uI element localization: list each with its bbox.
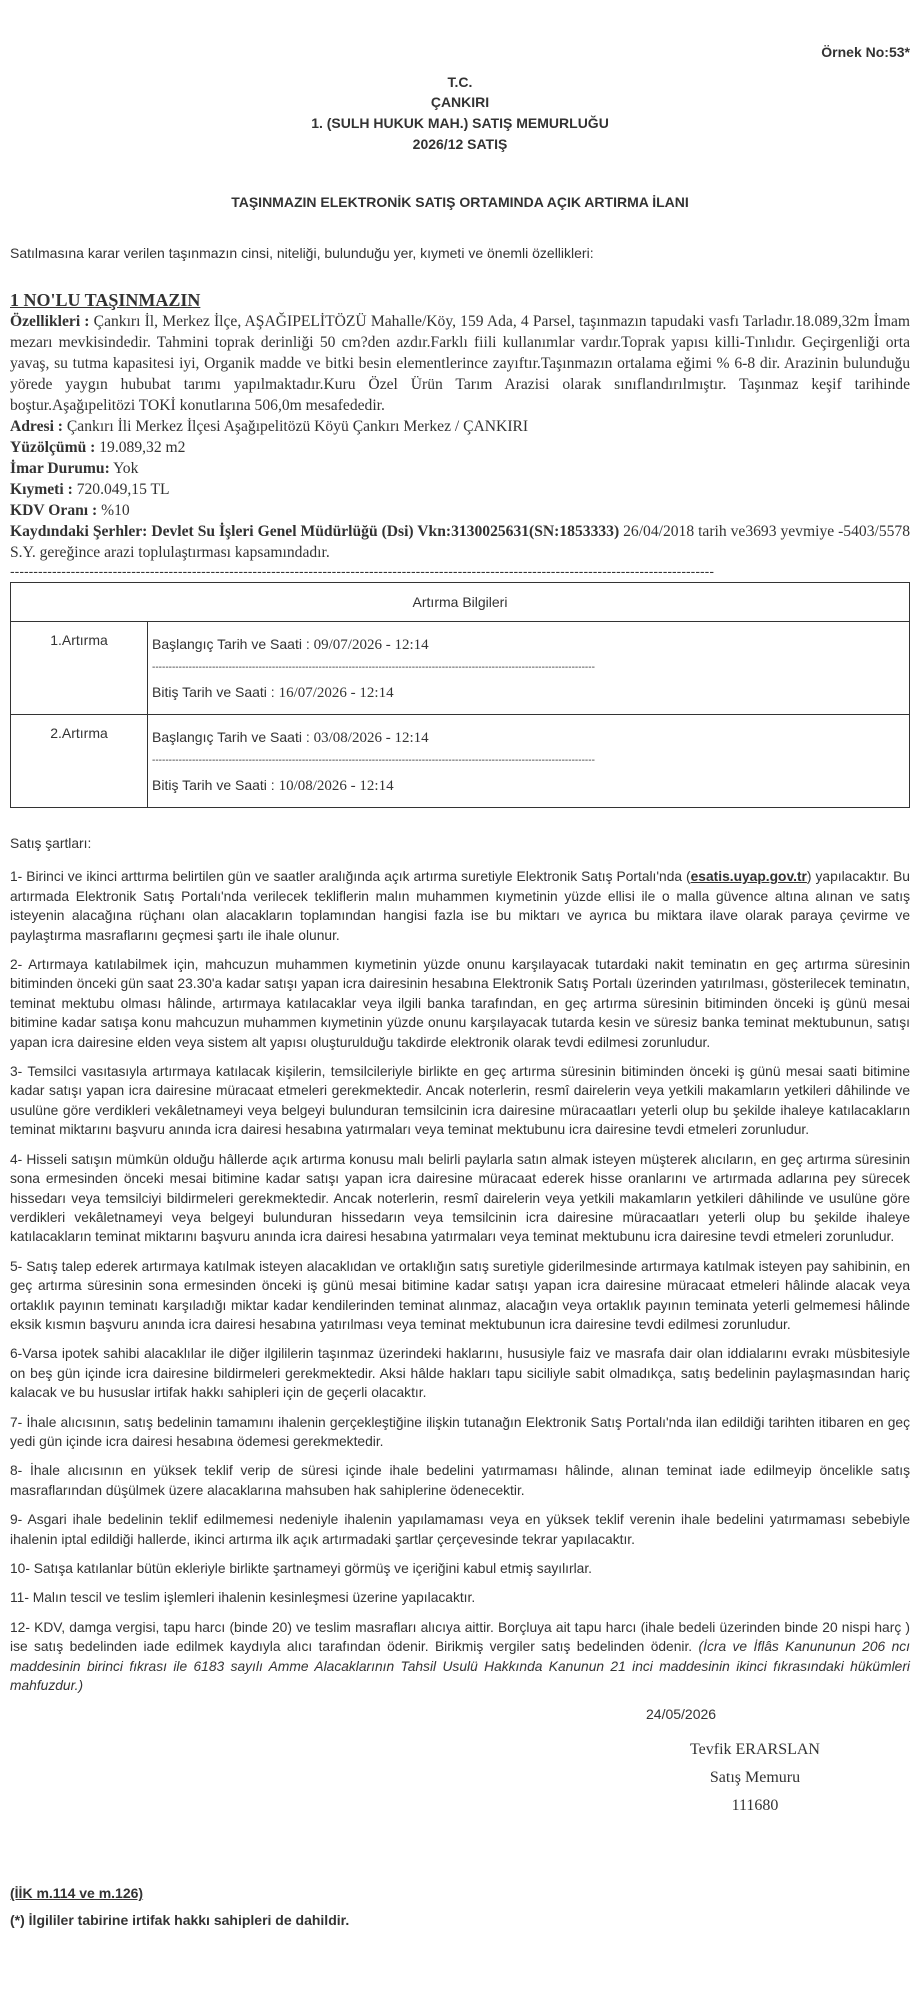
sign-date: 24/05/2026 (646, 1706, 717, 1722)
header-city: ÇANKIRI (430, 94, 490, 110)
property-features: Özellikleri : Çankırı İl, Merkez İlçe, AŞAĞIPELİTÖZÜ Mahalle/Köy, 159 Ada, 4 Parsel, taşınmazın tapudaki vasfı Tarladır.18.089,32m İmam mezarı mevkisindedir. Tahmini toprak derinliği 50 cm?den azdır.Farklı fiili kullanımlar vardır.Toprak yapısı killi-Tınlıdır. Geçirgenliği orta yavaş, su tutma kapasitesi iyi, Organik madde ve bitki besin elementlerince zayıftır.Taşınmazın ortalama eğimi % 6-8 dir. Arazinin bulunduğu yörede yaygın hububat tarımı yapılmaktadır.Kuru Özel Ürün Tarım Arazisi olarak sınıflandırılmıştır. Taşınmaz keşif tarihinde boştur.Aşağıpelitözi TOKİ konutlarına 506,0m mesafededir. (10, 313, 911, 414)
auction-row (11, 622, 910, 715)
sale-conditions (10, 834, 910, 1705)
condition-12: 12- KDV, damga vergisi, tapu harcı (binde 20) ve teslim masrafları alıcıya aittir. Borçluya ait tapu harcı (ihale bedeli üzerinden binde 20 nispi harç ) ise satış bedelinden iade edilmek kaydıyla alıcı tarafından ödenir. Birikmiş vergiler satış bedelinden ödenir. (İcra ve İflâs Kanununun 206 ncı maddesinin birinci fıkrası ile 6183 sayılı Amme Alacaklarının Tahsil Usulü Hakkında Kanunun 21 inci maddesinin ikinci fıkrasındaki hükümleri mahfuzdur.) (10, 1619, 910, 1694)
footnote: (*) İlgililer tabirine irtifak hakkı sahipleri de dahildir. (10, 1912, 350, 1928)
property-address: Adresi : Çankırı İli Merkez İlçesi Aşağıpelitözü Köyü Çankırı Merkez / ÇANKIRI (10, 418, 529, 435)
auction-separator: ------------------------------------------------------------------------------------------------------------------------------------- (152, 662, 595, 673)
condition-11: 11- Malın tescil ve teslim işlemleri ihalenin kesinleşmesi üzerine yapılacaktır. (10, 1590, 476, 1606)
property-zoning: İmar Durumu: Yok (10, 460, 139, 477)
condition-9: 9- Asgari ihale bedelinin teklif edilmemesi nedeniyle ihalenin yapılamaması veya en yüksek teklif verenin ihale bedelini yatırmaması sebebiyle ihalenin iptal edildiği hallerde, ikinci artırma ilk açık artırmadaki şartlar çerçevesinde tekrar yapılacaktır. (10, 1512, 910, 1547)
auction-table (10, 582, 910, 808)
condition-4: 4- Hisseli satışın mümkün olduğu hâllerde açık artırma konusu malı belirli paylarla satın almak isteyen müşterek alıcıların, en geç artırma süresinin sona ermesinden önceki mesai bitimine kadar satışı yapan icra dairesine müracaat ederek hisse oranlarını ve artırmada adlarına pey sürecek hissedarı veya temsilciyi bildirmeleri gerekmektedir. Ancak noterlerin, resmî dairelerin veya yetkili makamların yetkileri dâhilinde ve usulüne göre verdikleri vekâletnameyi veya belgeyi bulunduran hissedarın veya temsilcinin icra dairesine müracaatları yeterli olup bu şekilde ihaleye katılacakların teminat miktarını başvuru anında icra dairesi hesabına yatırmaları veya teminat mektubunu icra dairesine tevdi etmeleri zorunludur. (10, 1151, 910, 1245)
condition-10: 10- Satışa katılanlar bütün ekleriyle birlikte şartnameyi görmüş ve içeriğini kabul etmiş sayılırlar. (10, 1561, 593, 1576)
condition-2: 2- Artırmaya katılabilmek için, mahcuzun muhammen kıymetinin yüzde onunu karşılayacak tutardaki nakit teminatın en geç artırma süresinin bitiminden önceki gün saat 23.30'a kadar satışı yapan icra dairesinin hesabına Elektronik Satış Portalı üzerinden yatırılması, gösterilecek teminatın, teminat mektubu olması hâlinde, artırmaya katılacaklar veya ilgili banka tarafından, en geç artırma süresinin bitiminden önceki iş günü mesai bitimine kadar satışa konu mahcuzun muhammen kıymetinin yüzde onunu karşılayacak tutarda kesin ve süresiz banka teminat mektubunun, satışı yapan icra dairesine elden veya sistem alt yapısı oluşturulduğu takdirde elektronik olarak tevdi edilmesi zorunludur. (10, 957, 910, 1050)
header-file-number: 2026/12 SATIŞ (412, 136, 508, 152)
sample-number: Örnek No:53* (821, 44, 910, 60)
auction-separator: ------------------------------------------------------------------------------------------------------------------------------------- (152, 755, 595, 766)
property-encumbrances: Kaydındaki Şerhler: Devlet Su İşleri Genel Müdürlüğü (Dsi) Vkn:3130025631(SN:1853333) 26/04/2018 tarih ve3693 yevmiye -5403/5578 S.Y. gereğince arazi toplulaştırması kapsamındadır. (10, 523, 911, 561)
condition-5: 5- Satış talep ederek artırmaya katılmak isteyen alacaklıdan ve ortaklığın satış suretiyle giderilmesinde artırmaya katılmak isteyen pay sahibinin, en geç artırma süresinin sona ermesinden önceki iş günü mesai bitimine kadar satışı yapan icra dairesine müracaat etmeleri hâlinde alacak veya ortaklık payının teminatı karşıladığı miktar kadar kendilerinden teminat alınmaz, alacağın veya ortaklık payının teminata yeterli gelmemesi hâlinde eksik kısmın başvuru anında icra dairesi hesabına yatırılması veya teminat mektubunun icra dairesine tevdi edilmesi zorunludur. (10, 1258, 910, 1332)
property-title: 1 NO'LU TAŞINMAZIN (10, 290, 201, 310)
property-value: Kıymeti : 720.049,15 TL (10, 481, 170, 498)
property-section (10, 289, 910, 579)
condition-3: 3- Temsilci vasıtasıyla artırmaya katılacak kişilerin, temsilcileriyle birlikte en geç artırma süresinin bitiminden önceki iş günü mesai saati bitimine kadar satışı yapan icra dairesine müracaat etmeleri gerekmektedir. Ancak noterlerin, resmî dairelerin veya yetkili makamların yetkileri dâhilinde ve usulüne göre verdikleri vekâletnameyi veya belgeyi bulunduran temsilcinin icra dairesine müracaatları yeterli olup bu şekilde ihaleye katılacakların teminat miktarını başvuru anında icra dairesi hesabına yatırmaları veya teminat mektubunu icra dairesine tevdi etmeleri zorunludur. (10, 1064, 910, 1138)
law-reference: (İİK m.114 ve m.126) (10, 1885, 144, 1901)
officer-name: Tevfik ERARSLAN (690, 1741, 820, 1758)
officer-id: 111680 (731, 1797, 779, 1814)
condition-7: 7- İhale alıcısının, satış bedelinin tamamını ihalenin gerçekleştiğine ilişkin tutanağın Elektronik Satış Portalı'nda ilan edildiği tarihten itibaren en geç yedi gün içinde icra dairesi hesabına ödemesi gerekmektedir. (10, 1414, 910, 1449)
auction-end: Bitiş Tarih ve Saati : 16/07/2026 - 12:14 (152, 684, 394, 701)
conditions-heading: Satış şartları: (10, 836, 92, 851)
header-tc: T.C. (447, 74, 473, 90)
auction-start: Başlangıç Tarih ve Saati : 03/08/2026 - 12:14 (152, 729, 429, 746)
auction-row (11, 715, 910, 808)
auction-label: 2.Artırma (11, 715, 148, 808)
property-vat: KDV Oranı : %10 (10, 502, 130, 519)
intro-text: Satılmasına karar verilen taşınmazın cinsi, niteliği, bulunduğu yer, kıymeti ve önemli özellikleri: (10, 245, 594, 261)
auction-end: Bitiş Tarih ve Saati : 10/08/2026 - 12:14 (152, 777, 394, 794)
header-office: 1. (SULH HUKUK MAH.) SATIŞ MEMURLUĞU (311, 115, 609, 131)
section-divider: ------------------------------------------------------------------------------------------------------------------------------------------------------- (10, 563, 714, 579)
condition-6: 6-Varsa ipotek sahibi alacaklılar ile diğer ilgililerin taşınmaz üzerindeki haklarını, hususiyle faiz ve masrafa dair olan iddialarını evrakı müsbitesiyle on beş gün içinde icra dairesine bildirmeleri gerekmektedir. Aksi hâlde hakları tapu siciliyle sabit olmadıkça, satış bedelinin paylaşmasından hariç kalacak ve bu hususlar irtifak hakkı sahipleri için de geçerli olacaktır. (10, 1346, 910, 1401)
esatis-link[interactable]: esatis.uyap.gov.tr (690, 869, 807, 885)
condition-1: 1- Birinci ve ikinci arttırma belirtilen gün ve saatler aralığında açık artırma suretiyle Elektronik Satış Portalı'nda (esatis.uyap.gov.tr) yapılacaktır. Bu artırmada Elektronik Satış Portalı'nda verilecek tekliflerin malın muhammen kıymetinin yüzde ellisi ile o malla güvence altına alınan ve satış isteyenin alacağına rüçhanı olan alacakların toplamından hangisi fazla ise bu miktarı ve ayrıca bu miktara ilave olarak paraya çevirme ve paylaştırma masraflarını geçmesi şartı ile ihale olunur. (10, 869, 910, 943)
officer-role: Satış Memuru (709, 1769, 801, 1786)
auction-label: 1.Artırma (11, 622, 148, 715)
auction-start: Başlangıç Tarih ve Saati : 09/07/2026 - 12:14 (152, 636, 429, 653)
property-area: Yüzölçümü : 19.089,32 m2 (10, 439, 186, 456)
condition-8: 8- İhale alıcısının en yüksek teklif verip de süresi içinde ihale bedelini yatırmaması hâlinde, alınan teminat iade edilmeyip öncelikle satış masraflarından düşülmek üzere alacaklarına mahsuben hak sahiplerine ödenecektir. (10, 1463, 910, 1498)
document-title: TAŞINMAZIN ELEKTRONİK SATIŞ ORTAMINDA AÇIK ARTIRMA İLANI (231, 194, 689, 210)
auction-table-heading: Artırma Bilgileri (11, 583, 910, 622)
